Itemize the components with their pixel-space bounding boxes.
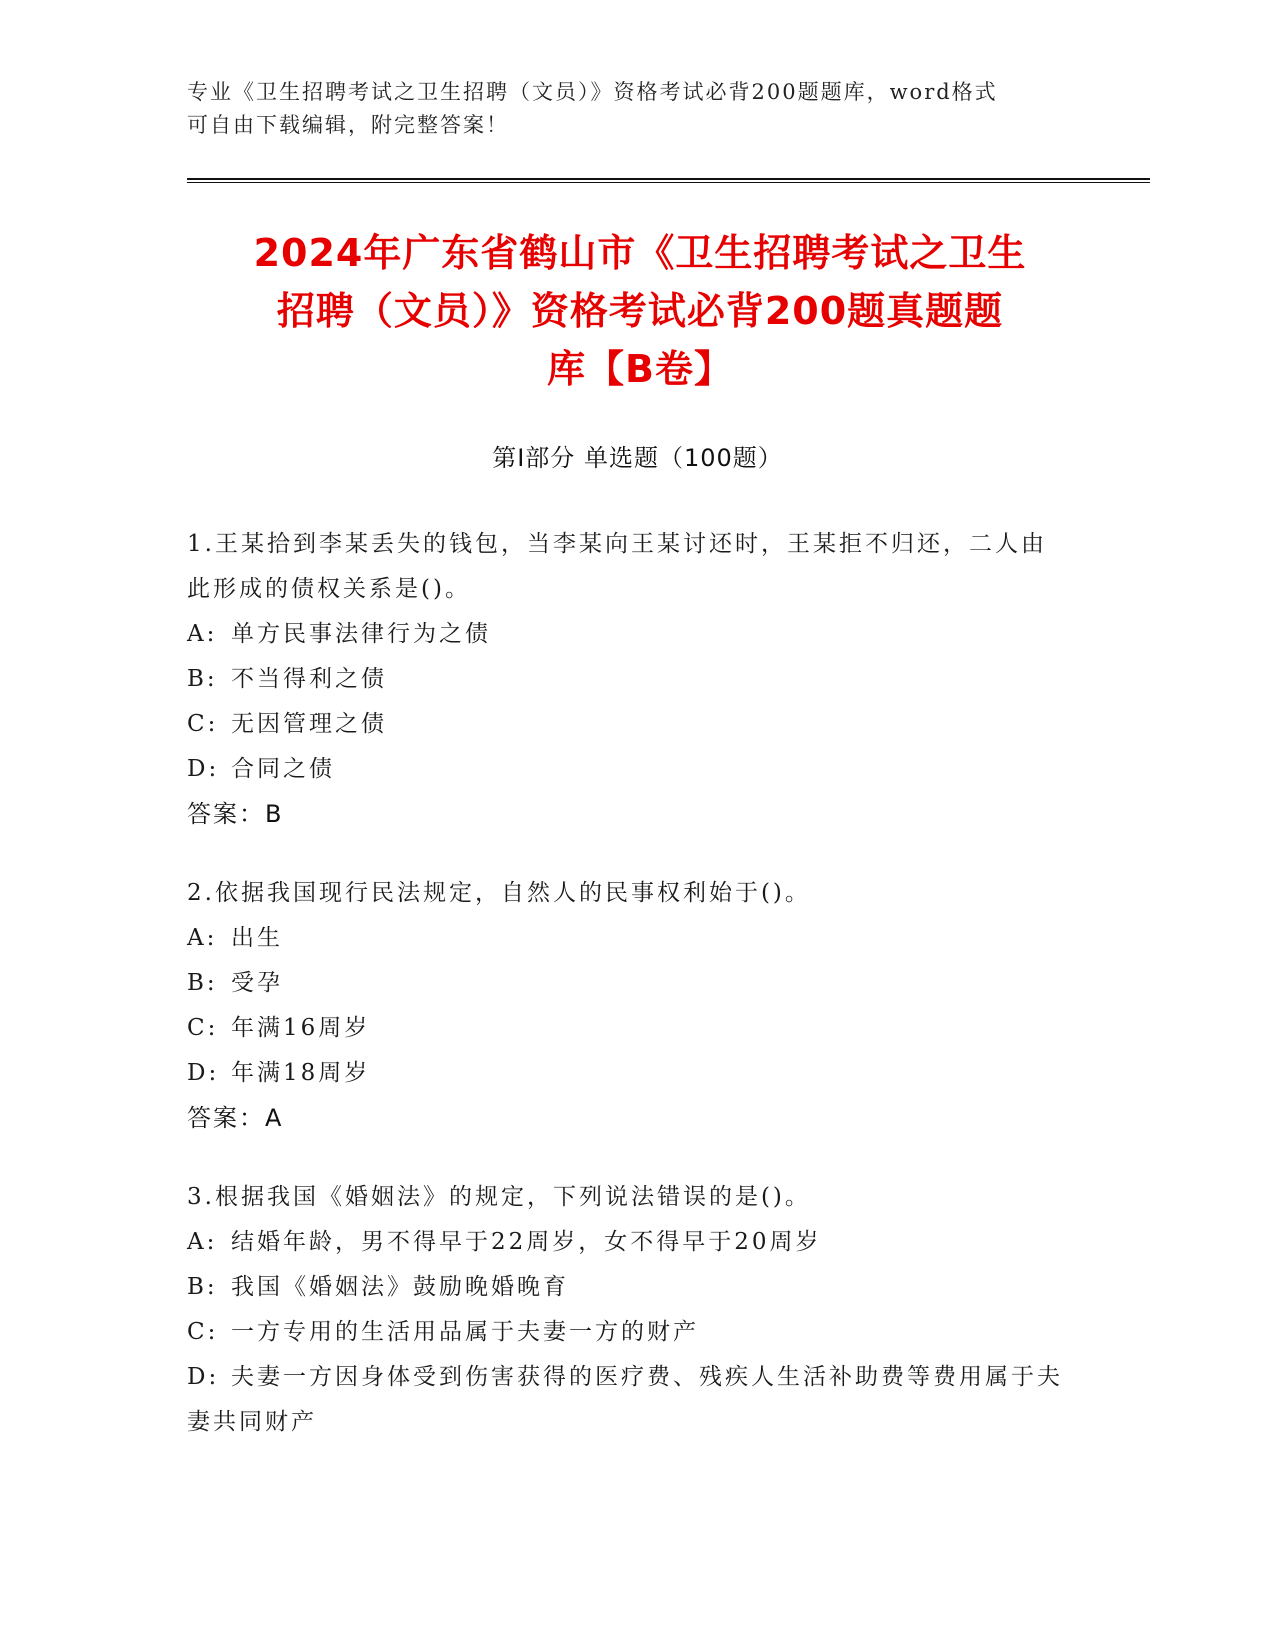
option-key: D: (187, 1060, 220, 1086)
header-note (187, 76, 1067, 142)
document-title (150, 224, 1130, 398)
option-b (187, 657, 1067, 702)
option-a (187, 1220, 1067, 1265)
option-text: 不当得利之债 (231, 666, 387, 692)
question-list (187, 522, 1067, 1479)
option-text: 无因管理之债 (231, 711, 387, 737)
option-text: 受孕 (231, 970, 283, 996)
title-line-1: 2024年广东省鹤山市《卫生招聘考试之卫生 (253, 231, 1027, 275)
option-text: 年满18周岁 (231, 1060, 371, 1086)
header-note-line-2: 可自由下载编辑，附完整答案！ (187, 113, 509, 137)
title-line-3: 库【B卷】 (547, 347, 733, 391)
option-key: D: (187, 756, 220, 782)
option-b (187, 1265, 1067, 1310)
option-text: 夫妻一方因身体受到伤害获得的医疗费、残疾人生活补助费等费用属于夫妻共同财产 (187, 1364, 1063, 1435)
option-key: D: (187, 1364, 220, 1390)
option-text: 一方专用的生活用品属于夫妻一方的财产 (231, 1319, 699, 1345)
option-key: B: (187, 666, 218, 692)
option-text: 年满16周岁 (231, 1015, 371, 1041)
title-line-2: 招聘（文员）》资格考试必背200题真题题 (276, 289, 1004, 333)
answer-line: 答案：B (187, 800, 284, 828)
option-b (187, 961, 1067, 1006)
option-key: C: (187, 1319, 219, 1345)
question-item (187, 522, 1067, 837)
answer-line: 答案：A (187, 1104, 284, 1132)
question-item (187, 871, 1067, 1141)
option-text: 结婚年龄，男不得早于22周岁，女不得早于20周岁 (231, 1229, 822, 1255)
option-c (187, 1006, 1067, 1051)
option-key: B: (187, 970, 218, 996)
option-text: 合同之债 (231, 756, 335, 782)
question-item (187, 1175, 1067, 1445)
option-key: B: (187, 1274, 218, 1300)
header-divider (187, 178, 1150, 183)
option-text: 我国《婚姻法》鼓励晚婚晚育 (231, 1274, 569, 1300)
option-c (187, 1310, 1067, 1355)
question-stem: 2.依据我国现行民法规定，自然人的民事权利始于()。 (187, 880, 811, 906)
option-c (187, 702, 1067, 747)
option-d (187, 1051, 1067, 1096)
option-key: A: (187, 1229, 218, 1255)
question-stem: 1.王某拾到李某丢失的钱包，当李某向王某讨还时，王某拒不归还，二人由此形成的债权关系是()。 (187, 531, 1047, 602)
header-note-line-1: 专业《卫生招聘考试之卫生招聘（文员）》资格考试必背200题题库，word格式 (187, 80, 998, 104)
option-a (187, 916, 1067, 961)
option-key: A: (187, 925, 218, 951)
option-d (187, 747, 1067, 792)
option-text: 出生 (231, 925, 283, 951)
option-key: C: (187, 711, 219, 737)
option-text: 单方民事法律行为之债 (231, 621, 491, 647)
option-d (187, 1355, 1067, 1445)
option-key: A: (187, 621, 218, 647)
section-heading: 第Ⅰ部分 单选题（100题） (492, 444, 783, 472)
question-stem: 3.根据我国《婚姻法》的规定，下列说法错误的是()。 (187, 1184, 811, 1210)
option-key: C: (187, 1015, 219, 1041)
option-a (187, 612, 1067, 657)
